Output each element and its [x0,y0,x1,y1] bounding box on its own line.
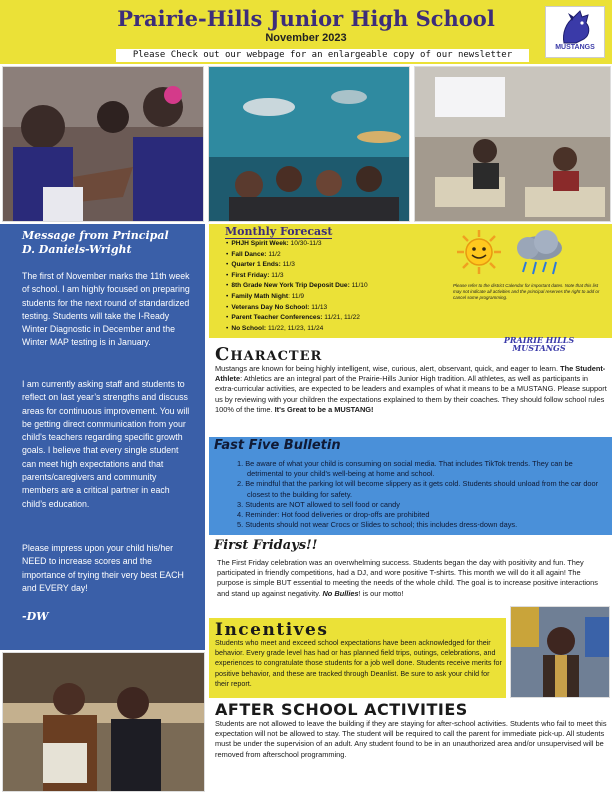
after-school-title: AFTER SCHOOL ACTIVITIES [215,700,468,719]
forecast-item: • 8th Grade New York Trip Deposit Due: 11/10 [226,281,446,292]
photo-classroom [414,66,611,222]
incentives-title: Incentives [215,620,329,640]
prairie-hills-mustangs-logo [503,336,575,352]
webpage-note: Please Check out our webpage for an enlargeable copy of our newsletter [116,49,529,62]
principal-paragraph: The first of November marks the 11th week of school. I am highly focused on preparing students for the next round of standardized testing. Students will take the I-Ready Winter Diagnostic in December and the Winter MAP testing is in January. [22,271,190,348]
forecast-item: • First Friday: 11/3 [226,271,446,282]
forecast-item: • Veterans Day No School: 11/13 [226,303,446,314]
fast-five-item: 2. Be mindful that the parking lot will become slippery as it gets cold. Students should unload from the car door closest to the building for safety. [237,479,599,499]
character-title: Character [215,344,323,365]
photo-staff-member [510,606,610,698]
principal-name: D. Daniels-Wright [22,243,132,256]
after-school-text: Students are not allowed to leave the building if they are staying for after-school activities. Students who fail to meet this expectation will not be allowed to stay. The student will be required to call the parent for immediate pick-up. All students must be under the supervision of an adult. Any student found to be in an unauthorized area and/or unsupervised will be removed from afterschool programming. [215,719,607,759]
fast-five-item: 3. Students are NOT allowed to sell food or candy [237,499,400,509]
logo-line: MUSTANGS [512,343,566,353]
logo-caption: MUSTANGS [555,44,595,51]
forecast-item: • Fall Dance: 11/2 [226,250,446,261]
principal-paragraph: Please impress upon your child his/her NEED to increase scores and the importance of trying their very best EACH and EVERY day! [22,543,184,593]
forecast-item: • No School: 11/22, 11/23, 11/24 [226,324,446,335]
fast-five-list [237,459,609,530]
first-fridays-title: First Fridays!! [214,538,318,553]
forecast-item: • Family Math Night: 11/9 [226,292,446,303]
mustang-horse-icon [546,7,604,47]
principal-paragraph: I am currently asking staff and students to reflect on last year’s strengths and discuss areas for continuous improvement. You will be getting direct communication from your child's teachers regarding specific growth goals. I believe that every single student can meet high expectations and that parents/caregivers and community members are a critical partner in each child’s education. [22,379,190,509]
incentives-text: Students who meet and exceed school expectations have been acknowledged for their behavior. Every grade level has had or has planned field trips, outings, celebrations, and experiences to congratulate those students for a job well done. Students receive merits for positive behavior, and these are tracked through Deanlist. Be sure to ask your child for their report. [215,638,502,688]
sun-icon [452,228,506,276]
forecast-note: Please refer to the district Calendar for important dates. Note that this list may not indicate all activities and the principal reserves the right to add or cancel some programming. [453,283,600,300]
forecast-item: • Parent Teacher Conferences: 11/21, 11/22 [226,313,446,324]
fast-five-title: Fast Five Bulletin [214,438,341,453]
principal-title-line: Message from Principal [22,229,169,242]
logo-line: PRAIRIE HILLS [503,335,575,345]
forecast-item: • Quarter 1 Ends: 11/3 [226,260,446,271]
forecast-item: • PHJH Spirit Week: 10/30-11/3 [226,239,446,250]
photo-aquarium-trip [208,66,410,222]
first-fridays-text: The First Friday celebration was an overwhelming success. Students began the day with positivity and fun. They participated in friendly competitions, had a DJ, and wore positive T-shirts. This month we will do it all again! The purpose is simple BUT essential to meeting the needs of the whole child. The goal is to increase positive interactions and stand up against negativity. No Bullies! is our motto! [217,558,598,598]
monthly-forecast-title: Monthly Forecast [225,225,333,238]
forecast-list [226,239,446,334]
fast-five-item: 5. Students should not wear Crocs or Slides to school; this includes dress-down days. [237,520,518,530]
principal-message-title [22,229,202,257]
photo-cheerleaders [2,66,204,222]
fast-five-item: 1. Be aware of what your child is consuming on social media. That includes TikTok trends. They can be detrimental to your child's well-being at home and school. [237,459,573,479]
page-title: Prairie-Hills Junior High School [117,6,495,31]
principal-signature: -DW [22,610,49,623]
photo-student-award [2,652,205,792]
fast-five-item: 4. Reminder: Hot food deliveries or drop-offs are prohibited [237,510,430,520]
rain-cloud-icon [510,230,568,280]
character-text: Mustangs are known for being highly intelligent, wise, curious, alert, observant, quick, and eager to learn. The Student-Athlete: Athletics are an integral part of the Prairie-Hills Junior High tradition. All athletes, as well as participants in extra-curricular activities, are expected to be leaders and examples of what it means to be a MUSTANG. Please support us by reviewing with your children the expectations explained to them by their coaches. They should follow school rules 100% of the time. It's Great to be a MUSTANG! [215,364,607,414]
issue-month: November 2023 [265,32,347,44]
